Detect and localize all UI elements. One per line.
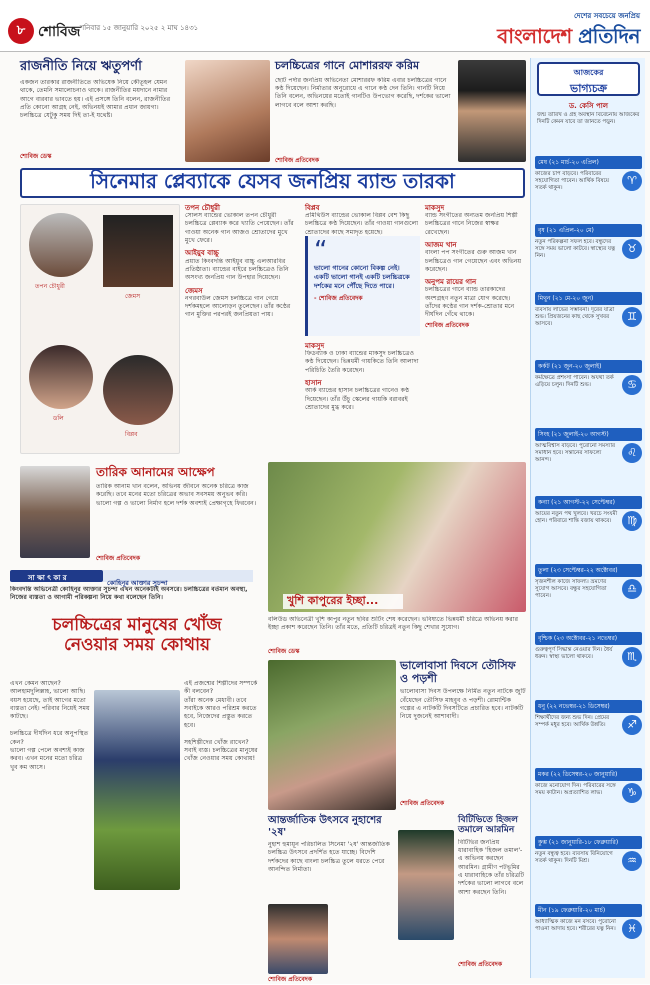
- sign-text: শিক্ষার্থীদের জন্য শুভ দিন। প্রেমের সম্পর্ক মধুর হবে। আর্থিক উন্নতি।: [535, 715, 610, 729]
- interview-headline: [10, 616, 264, 674]
- story-nushrat-title: আন্তর্জাতিক উৎসবে নুহাশের '২ষ': [268, 815, 382, 838]
- libra-icon: ♎: [622, 579, 642, 599]
- page-number: ৮: [8, 18, 34, 44]
- band-col3-name1: মাকসুদ: [425, 204, 445, 212]
- sign-text: কর্মক্ষেত্রে প্রশংসা পাবেন। অযথা তর্ক এড়িয়ে চলুন। দিনটি শুভ।: [535, 375, 614, 389]
- logo-text: বাংলাদেশ প্রতিদিন: [497, 24, 640, 48]
- band-col1-body2: প্রয়াত কিংবদন্তি আইয়ুব বাচ্চু এলআরবির প্রতিষ্ঠাতা। ব্যান্ডের বাইরে চলচ্চিত্রেও তিনি অসংখ্য জনপ্রিয় গান উপহার দিয়েছেন।: [185, 257, 289, 282]
- story-tamal-body: বিটিভির জনপ্রিয় ধারাবাহিক 'হিজল তমাল'-এ অভিনয় করছেন আরমিন। গ্রামীণ পটভূমির এ ধারাবাহিকে তাঁর চরিত্রটি দর্শকের ভালো লাগবে বলে আশা করছেন তিনি।: [458, 838, 525, 896]
- story-nushrat-byline: শোবিজ প্রতিবেদক: [268, 976, 313, 983]
- band-col2-name2: মাকসুদ: [305, 342, 325, 350]
- story-valobasha-body: ভালোবাসা দিবস উপলক্ষে নির্মিত নতুন নাটকে জুটি বেঁধেছেন তৌসিফ মাহবুব ও পড়শী। রোমান্টিক গল্পের এ নাটকটি দিবসটিতে প্রচারিত হবে। নাটকটি নিয়ে দুজনেই আশাবাদী।: [400, 688, 526, 721]
- page-header: [0, 0, 650, 52]
- sign-label: বৃষ (২১ এপ্রিল-২০ মে): [535, 224, 642, 237]
- story-mosharraf-title: চলচ্চিত্রের গানে মোশাররফ করিম: [275, 59, 420, 72]
- band-feature-banner: [20, 168, 525, 198]
- story-tariq-byline: শোবিজ প্রতিবেদক: [96, 554, 141, 562]
- horoscope-header: [537, 62, 640, 96]
- sign-text: সৃজনশীল কাজে সাফল্য। ভ্রমণের সুযোগ আসবে। বন্ধুর সহযোগিতা পাবেন।: [535, 579, 607, 600]
- sign-gemini: [535, 292, 642, 328]
- interview-col2-text: এই প্রজন্মের শিল্পীদের সম্পর্কে কী বলবেন? তাঁরা অনেক মেধাবী। তবে সবাইকে আরও পরিশ্রম করতে হবে, নিজেদের প্রস্তুত করতে হবে। সহশিল্পীদের খোঁজ রাখেন? সবাই ব্যস্ত। চলচ্চিত্রের মানুষের খোঁজ নেওয়ার সময় কোথায়!: [184, 680, 258, 763]
- aquarius-icon: ♒: [622, 851, 642, 871]
- caption-dolly: ডলি: [53, 415, 64, 422]
- story-tamal: [458, 815, 526, 978]
- sign-text: নতুন বন্ধুত্ব হবে। ব্যবসায় বিনিয়োগে সতর্ক থাকুন। দিনটি মিশ্র।: [535, 851, 613, 865]
- horoscope-sidebar: [530, 58, 645, 978]
- photo-biplob: [103, 355, 173, 425]
- story-politics-title: রাজনীতি নিয়ে ঋতুপর্ণা: [20, 59, 142, 74]
- photo-tousif-porshi: [268, 660, 396, 810]
- caption-biplob: বিপ্লব: [125, 431, 138, 438]
- story-khushi-byline: শোবিজ ডেস্ক: [268, 648, 300, 655]
- band-col3-name3: অনুপম রায়ের গান: [425, 278, 477, 287]
- interview-title-line2: নেওয়ার সময় কোথায়: [63, 634, 211, 655]
- photo-tariq: [20, 466, 90, 558]
- sign-libra: [535, 564, 642, 600]
- banner-title: সিনেমার প্লেব্যাকে যেসব জনপ্রিয় ব্যান্ড তারকা: [90, 168, 455, 193]
- band-col3-body3: চলচ্চিত্রের গানে ব্যান্ড তারকাদের অংশগ্রহণ নতুন মাত্রা যোগ করেছে। তাঁদের কণ্ঠের গান দর্শক-শ্রোতার মনে দীর্ঘদিন গেঁথে থাকে।: [425, 286, 515, 319]
- story-khushi: [268, 616, 526, 656]
- story-tamal-byline: শোবিজ প্রতিবেদক: [458, 960, 503, 968]
- band-col3-name2: আজম খান: [425, 241, 457, 250]
- sign-pisces: [535, 904, 642, 939]
- interview-name: কোহিনূর আক্তার সুচন্দা: [107, 579, 168, 587]
- photo-dolly: [29, 345, 93, 409]
- sign-label: ধনু (২২ নভেম্বর-২১ ডিসেম্বর): [535, 700, 642, 713]
- photo-nuhash: [268, 904, 328, 974]
- sign-virgo: [535, 496, 642, 531]
- band-col3-body2: বাংলা পপ সংগীতের গুরু আজম খান চলচ্চিত্রেও গান গেয়েছেন এবং অভিনয় করেছেন।: [425, 249, 522, 273]
- photo-armin: [398, 830, 454, 940]
- sign-text: কাজে মনোযোগ দিন। পরিবারের সঙ্গে সময় কাটান। অপ্রত্যাশিত লাভ।: [535, 783, 616, 797]
- pisces-icon: ♓: [622, 919, 642, 939]
- horoscope-header-a: আজকের: [573, 68, 604, 77]
- quote-text: ভালো গানের কোনো বিকল্প নেই। একটি ভালো গানই একটি চলচ্চিত্রকে দর্শকের মনে পৌঁছে দিতে পারে।: [314, 264, 410, 290]
- band-col3-body1: ব্যান্ড সংগীতের অন্যতম জনপ্রিয় শিল্পী চলচ্চিত্রের গানে নিজের স্বাক্ষর রেখেছেন।: [425, 212, 518, 236]
- sign-label: কন্যা (২১ আগস্ট-২২ সেপ্টেম্বর): [535, 496, 642, 509]
- sign-text: কাজের চাপ বাড়বে। পরিবারের সহযোগিতা পাবেন। আর্থিক বিষয়ে সতর্ক থাকুন।: [535, 171, 610, 192]
- sign-sagittarius: [535, 700, 642, 735]
- pull-quote: [305, 236, 420, 336]
- sign-leo: [535, 428, 642, 464]
- caption-james: জেমস: [125, 293, 141, 300]
- horoscope-astrologer: ড. কেসি পাল: [568, 102, 609, 110]
- band-column-3: [425, 204, 525, 454]
- sign-text: আধ্যাত্মিক কাজে মন বসবে। পুরোনো পাওনা আদায় হবে। শরীরের যত্ন নিন।: [535, 919, 616, 933]
- story-politics-body: একজন তারকার রাজনীতিতে অভিষেক নিয়ে কৌতূহল যেমন থাকে, তেমনি সমালোচনাও থাকে। রাজনীতির ময়দানে নামার আগে বারবার ভাবতে হয়। এই প্রসঙ্গে তিনি বলেন, রাজনীতির প্রতি কোনো আগ্রহ নেই, অভিনয়ই আমার প্রধান জায়গা। চলচ্চিত্রে যেটুকু সময় দিই তা-ই যথেষ্ট।: [20, 78, 171, 120]
- band-col1-name3: জেমস: [185, 286, 203, 295]
- sign-label: মিথুন (২১ মে-২০ জুন): [535, 292, 642, 305]
- band-col2-body2: ফিডব্যাক ও ঢাকা ব্যান্ডের মাকসুদ চলচ্চিত্রেও কণ্ঠ দিয়েছেন। ভিন্নধর্মী গায়কিতে তিনি আলাদা পরিচিতি তৈরি করেছেন।: [305, 350, 419, 374]
- band-col2-body1: প্রমিথিউস ব্যান্ডের ভোকাল বিপ্লব বেশ কিছু চলচ্চিত্রে কণ্ঠ দিয়েছেন। তাঁর গাওয়া গানগুলো শ্রোতাদের কাছে সমাদৃত হয়েছে।: [305, 212, 419, 236]
- band-column-1: [185, 204, 295, 454]
- interview-name-bar: [103, 570, 253, 587]
- story-khushi-body: বলিউড অভিনেত্রী খুশি কাপুর নতুন ছবির শুটিং শেষ করেছেন। ভবিষ্যতে ভিন্নধর্মী চরিত্রে অভিনয় করার ইচ্ছা প্রকাশ করেছেন তিনি। তাঁর মতে, প্রতিটি চরিত্রই নতুন কিছু শেখার সুযোগ।: [268, 616, 518, 632]
- taurus-icon: ♉: [622, 239, 642, 259]
- sign-label: কর্কট (২১ জুন-২০ জুলাই): [535, 360, 642, 373]
- sign-capricorn: [535, 768, 642, 803]
- sagittarius-icon: ♐: [622, 715, 642, 735]
- story-khushi-title-box: [283, 594, 403, 618]
- virgo-icon: ♍: [622, 511, 642, 531]
- sign-label: বৃশ্চিক (২৩ অক্টোবর-২১ নভেম্বর): [535, 632, 642, 645]
- story-politics: [20, 60, 180, 165]
- band-column-2b: [305, 342, 420, 454]
- sign-taurus: [535, 224, 642, 260]
- band-col3-byline: শোবিজ প্রতিবেদক: [425, 321, 470, 329]
- sign-text: আত্মবিশ্বাস বাড়বে। পুরোনো সমস্যার সমাধান হবে। সন্তানের সাফল্যে আনন্দ।: [535, 443, 615, 464]
- story-valobasha-title: ভালোবাসা দিবসে তৌসিফ ও পড়শী: [400, 659, 516, 685]
- story-khushi-title: খুশি কাপুরের ইচ্ছা...: [283, 594, 403, 609]
- sign-scorpio: [535, 632, 642, 667]
- interview-col1-text: এখন কেমন আছেন? আলহামদুলিল্লাহ, ভালো আছি। বয়স হয়েছে, তাই আগের মতো ব্যস্ততা নেই। পরিবার নিয়েই সময় কাটছে। চলচ্চিত্রে দীর্ঘদিন ধরে অনুপস্থিত কেন? ভালো গল্প পেলে অবশ্যই কাজ করব। এখন মনের মতো চরিত্র খুব কম আসে।: [10, 680, 90, 771]
- logo-tagline: দেশের সবচেয়ে জনপ্রিয়: [573, 12, 640, 20]
- section-title: শোবিজ: [38, 24, 81, 40]
- story-nushrat: [268, 815, 394, 983]
- aries-icon: ♈: [622, 171, 642, 191]
- date-line: শনিবার ১৫ জানুয়ারি ২০২৫ ২ মাঘ ১৪৩১: [80, 24, 199, 32]
- capricorn-icon: ♑: [622, 783, 642, 803]
- caption-tapan: তপন চৌধুরী: [35, 283, 65, 290]
- sign-text: গুরুত্বপূর্ণ সিদ্ধান্ত নেওয়ার দিন। ধৈর্য ধরুন। স্বাস্থ্য ভালো থাকবে।: [535, 647, 613, 661]
- sign-label: কুম্ভ (২১ জানুয়ারি-১৮ ফেব্রুয়ারি): [535, 836, 642, 849]
- band-col2-body3: আর্ক ব্যান্ডের হাসান চলচ্চিত্রের গানেও কণ্ঠ দিয়েছেন। তাঁর উঁচু স্কেলের গায়কি বরাবরই শ্রোতাদের মুগ্ধ করে।: [305, 387, 410, 411]
- band-col2-name1: বিপ্লব: [305, 204, 320, 212]
- sign-aquarius: [535, 836, 642, 871]
- band-col1-body1: সোলস ব্যান্ডের ভোকাল তপন চৌধুরী চলচ্চিত্রে প্লেব্যাক করে খ্যাতি পেয়েছেন। তাঁর গাওয়া অনেক গান আজও শ্রোতাদের মুখে মুখে ফেরে।: [185, 212, 294, 245]
- quote-mark-icon: “: [314, 236, 328, 266]
- sign-label: মীন (১৯ ফেব্রুয়ারি-২০ মার্চ): [535, 904, 642, 917]
- sign-label: সিংহ (২১ জুলাই-২০ আগস্ট): [535, 428, 642, 441]
- story-tamal-title: বিটিভিতে হিজল তমালে আরমিন: [458, 815, 518, 836]
- sign-label: মকর (২২ ডিসেম্বর-২০ জানুয়ারি): [535, 768, 642, 781]
- photo-khushi: [268, 462, 526, 612]
- leo-icon: ♌: [622, 443, 642, 463]
- scorpio-icon: ♏: [622, 647, 642, 667]
- sign-cancer: [535, 360, 642, 395]
- band-col1-name2: আইয়ুব বাচ্চু: [185, 249, 219, 258]
- sign-label: মেষ (২১ মার্চ-২০ এপ্রিল): [535, 156, 642, 169]
- interview-lead: [10, 586, 264, 614]
- horoscope-header-b: ভাগ্যচক্র: [570, 82, 607, 95]
- sign-aries: [535, 156, 642, 192]
- interview-tag: সা ক্ষা ৎ কা র: [28, 574, 67, 582]
- story-mosharraf-byline: শোবিজ প্রতিবেদক: [275, 156, 320, 164]
- story-politics-byline: শোবিজ ডেস্ক: [20, 152, 52, 160]
- photo-rituparna: [185, 60, 270, 162]
- quote-author: - শোবিজ প্রতিবেদক: [314, 295, 363, 303]
- sign-label: তুলা (২৩ সেপ্টেম্বর-২২ অক্টোবর): [535, 564, 642, 577]
- story-mosharraf: [275, 60, 455, 165]
- gemini-icon: ♊: [622, 307, 642, 327]
- band-col1-body3: নগরবাউল জেমস চলচ্চিত্রে গান গেয়ে দর্শকমহলে আলোড়ন তুলেছেন। তাঁর কণ্ঠের গান মুক্তির পরপরই জনপ্রিয়তা পায়।: [185, 294, 291, 319]
- band-column-2: [305, 204, 420, 234]
- photo-suchanda: [94, 690, 180, 890]
- interview-col1: [10, 680, 90, 978]
- sign-text: আয়ের নতুন পথ খুলবে। খরচে সংযমী হোন। পরিবারে শান্তি বজায় থাকবে।: [535, 511, 618, 525]
- sign-text: নতুন পরিকল্পনা সফল হবে। বন্ধুদের সঙ্গে সময় ভালো কাটবে। স্বাস্থ্যের যত্ন নিন।: [535, 239, 616, 260]
- interview-col2: [184, 680, 264, 978]
- story-tariq-title: তারিক আনামের আক্ষেপ: [96, 465, 215, 479]
- story-valobasha-byline: শোবিজ প্রতিবেদক: [400, 800, 445, 808]
- band-photo-collage: [20, 204, 180, 454]
- band-col2-name3: হাসান: [305, 379, 322, 388]
- photo-james: [103, 215, 173, 287]
- photo-tapan: [29, 213, 93, 277]
- cancer-icon: ♋: [622, 375, 642, 395]
- newspaper-logo: [497, 10, 640, 55]
- story-tariq: [96, 466, 264, 562]
- story-mosharraf-body: ছোট পর্দার জনপ্রিয় অভিনেতা মোশাররফ করিম এবার চলচ্চিত্রের গানে কণ্ঠ দিয়েছেন। নির্মাতার অনুরোধে এ গানে কণ্ঠ দেন তিনি। গানটি নিয়ে তিনি বলেন, অভিনয়ের মতোই গানটিও উপভোগ করেছি, দর্শকের ভালো লাগবে বলে আশা করছি।: [275, 76, 451, 109]
- story-tariq-body: তারিক আনাম খান বলেন, অভিনয় জীবনে অনেক চরিত্রে কাজ করেছি। তবে মনের মতো চরিত্রের অভাব সবসময় অনুভব করি। ভালো গল্প ও ভালো নির্মাণ হলে দর্শক অবশ্যই প্রেক্ষাগৃহে ফিরবেন।: [96, 482, 257, 507]
- sign-text: ব্যবসায় লাভের সম্ভাবনা। দূরের যাত্রা শুভ। প্রিয়জনের কাছ থেকে সুখবর আসবে।: [535, 307, 615, 328]
- story-valobasha: [400, 660, 526, 810]
- interview-lead-text: কিংবদন্তি অভিনেত্রী কোহিনূর আক্তার সুচন্দা এখন অনেকটাই অবসরে। চলচ্চিত্রের বর্তমান অবস্থা, নিজের ব্যস্ততা ও আগামী পরিকল্পনা নিয়ে কথা বলেছেন তিনি।: [10, 586, 248, 602]
- interview-title-line1: চলচ্চিত্রের মানুষের খোঁজ: [52, 615, 222, 635]
- story-nushrat-body: নুহাশ হুমায়ূন পরিচালিত সিনেমা '২ষ' আন্তর্জাতিক চলচ্চিত্র উৎসবে প্রদর্শিত হতে যাচ্ছে। বিদেশি দর্শকদের কাছে বাংলা চলচ্চিত্র তুলে ধরতে পেরে আনন্দিত নির্মাতা।: [268, 841, 390, 874]
- band-col1-name1: তপন চৌধুরী: [185, 204, 221, 212]
- photo-mosharraf: [458, 60, 526, 162]
- horoscope-intro: জন্ম তারিখ ও গ্রহ অবস্থান বিবেচনায় আজকের দিনটি কেমন যাবে তা জানতে পড়ুন।: [537, 112, 640, 126]
